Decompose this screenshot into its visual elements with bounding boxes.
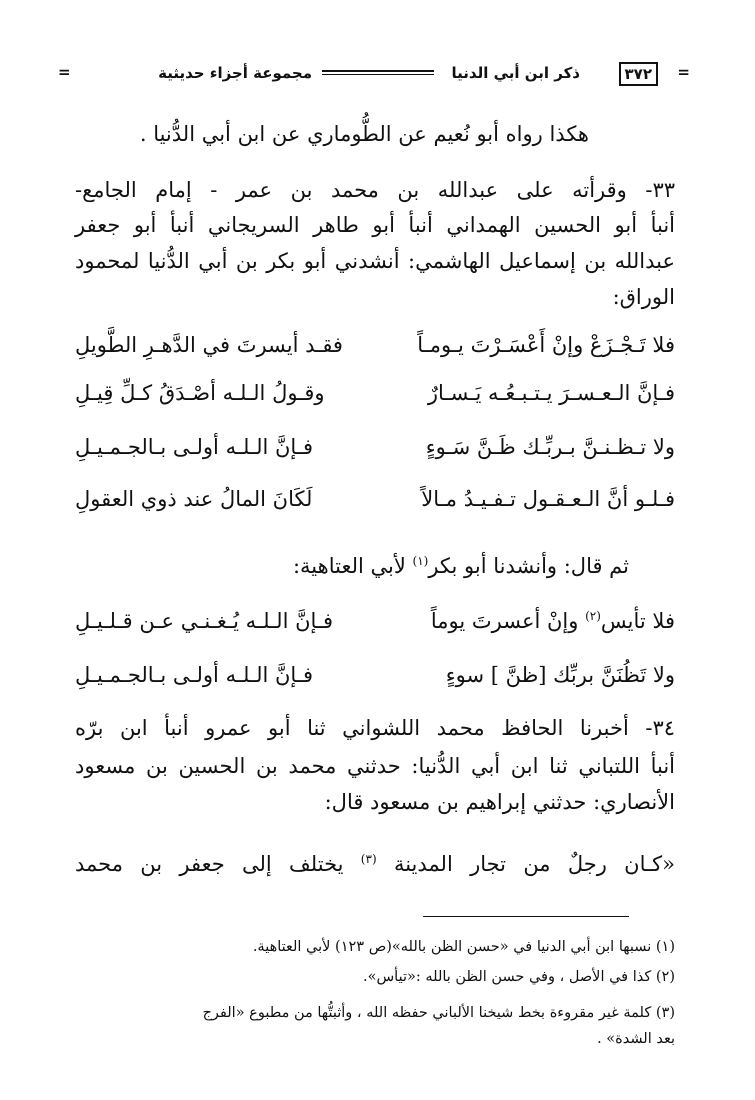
verse-second-hemistich: لَكَانَ المالُ عند ذوي العقولِ — [75, 487, 313, 511]
intro-text-end: لأبي العتاهية: — [292, 554, 413, 578]
footnote: بعد الشدة» . — [597, 1031, 675, 1047]
hadith-34-line: ٣٤- أخبرنا الحافظ محمد اللشواني ثنا أبو عمرو أنبأ ابن برّه — [75, 716, 675, 740]
hemistich-text: فلا تأيس — [600, 609, 675, 633]
verse — [75, 660, 675, 692]
hemistich-text: وإنْ أعسرتَ يوماً — [430, 609, 586, 633]
header-ornament: = — [58, 63, 71, 81]
verse-second-hemistich: وقـولُ الـلـه أصْـدَقُ كـلِّ قِيـلِ — [75, 381, 325, 405]
footnote-marker: (١) — [412, 554, 429, 568]
hadith-33-line: الوراق: — [612, 285, 675, 309]
verse — [75, 606, 675, 638]
verse-first-hemistich — [431, 606, 675, 636]
series-title: مجموعة أجزاء حديثية — [158, 64, 312, 82]
hadith-33-line: ٣٣- وقرأته على عبدالله بن محمد بن عمر - إمام الجامع- — [75, 178, 675, 202]
verse-second-hemistich: فـإنَّ الـلـه أولـى بـالجـمـيـلِ — [75, 435, 314, 459]
header-ornament: = — [677, 63, 690, 81]
verse-first-hemistich: ولا تَظُنَنَّ بربِّك [ظنَّ ] سوءٍ — [445, 663, 675, 687]
footnote-marker: (٣) — [360, 852, 377, 866]
verse-first-hemistich: فلا تَـجْـزَعْ وإنْ أَعْسَـرْتَ يـومـاً — [417, 333, 675, 357]
verse — [75, 484, 675, 516]
verse-second-hemistich: فـإنَّ الـلـه يُـغـنـي عـن قـلـيـلِ — [75, 609, 334, 633]
verse-first-hemistich: فـلـو أنَّ الـعـقـول تـفـيـدُ مـالاً — [421, 487, 675, 511]
hadith-33-line: عبدالله بن إسماعيل الهاشمي: أنشدني أبو بكر بن أبي الدُّنيا لمحمود — [75, 249, 675, 273]
footnote: (٣) كلمة غير مقروءة بخط شيخنا الألباني حفظه الله ، وأثبتُّها من مطبوع «الفرج — [202, 1005, 675, 1021]
footnote: (٢) كذا في الأصل ، وفي حسن الظن بالله :«تيأس». — [363, 969, 675, 985]
running-header — [58, 58, 690, 92]
verse — [75, 330, 675, 362]
page-number: ٣٧٢ — [619, 62, 658, 86]
hadith-34-line: أنبأ اللتباني ثنا ابن أبي الدُّنيا: حدثني محمد بن الحسين بن مسعود — [75, 754, 675, 778]
verse-first-hemistich: ولا تـظـنـنَّ بـربِّـك ظَـنَّ سَـوءٍ — [425, 435, 675, 459]
text-fragment: يختلف إلى جعفر بن محمد — [75, 852, 361, 876]
verse — [75, 378, 675, 410]
hadith-33-line: أنبأ أبو الحسين الهمداني أنبأ أبو طاهر السريجاني أنبأ أبو جعفر — [75, 213, 675, 237]
text-line — [29, 552, 629, 580]
hadith-34-line: الأنصاري: حدثني إبراهيم بن مسعود قال: — [324, 790, 675, 814]
footnote-separator — [423, 916, 629, 917]
header-rule — [322, 70, 434, 75]
intro-text: ثم قال: وأنشدنا أبو بكر — [428, 554, 629, 578]
verse — [75, 432, 675, 464]
text-line: هكذا رواه أبو نُعيم عن الطُّوماري عن ابن أبي الدُّنيا . — [139, 122, 589, 146]
book-title: ذكر ابن أبي الدنيا — [451, 64, 580, 82]
verse-first-hemistich: فـإنَّ الـعـسـرَ يـتـبـعُـه يَـسـارٌ — [427, 381, 675, 405]
verse-second-hemistich: فقـد أيسرتَ في الدَّهـرِ الطَّويلِ — [75, 333, 343, 357]
text-fragment: «كـان رجلٌ من تجار المدينة — [393, 852, 675, 876]
text-line — [75, 850, 675, 878]
footnote-marker: (٢) — [585, 609, 601, 623]
verse-second-hemistich: فـإنَّ الـلـه أولـى بـالجـمـيـلِ — [75, 663, 314, 687]
footnote: (١) نسبها ابن أبي الدنيا في «حسن الظن بالله»(ص ١٢٣) لأبي العتاهية. — [252, 939, 675, 955]
